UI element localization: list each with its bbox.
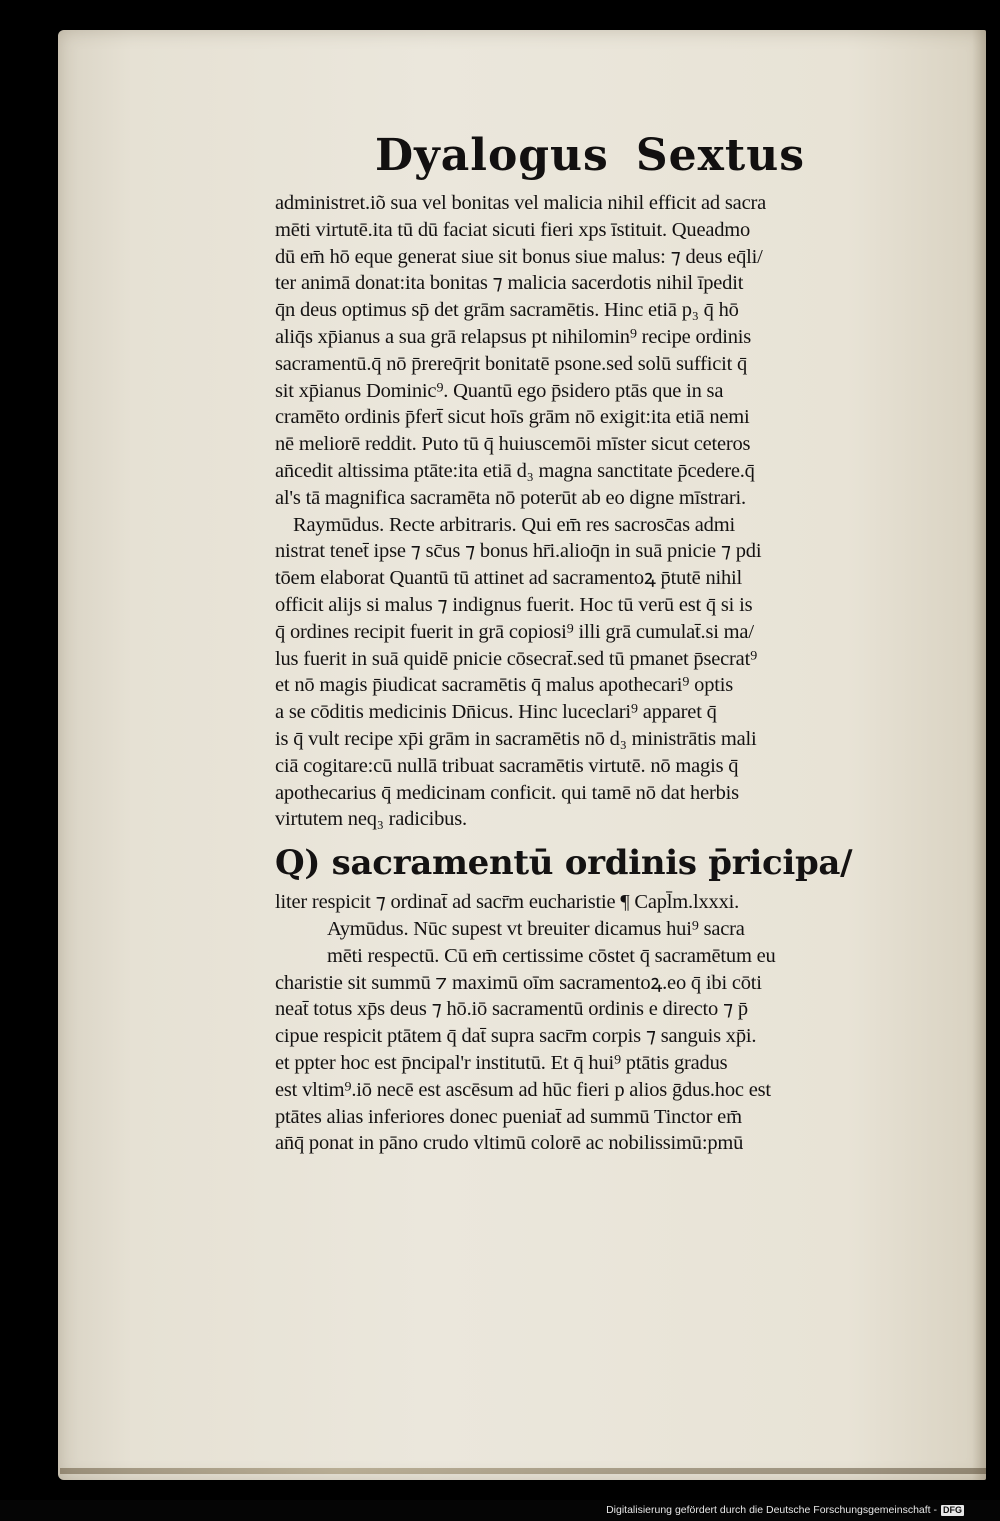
text-line: aliq̄s xp̄ianus a sua grā relapsus pt nihilomin⁹ recipe ordinis <box>275 325 752 348</box>
text-line: q̄ ordines recipit fuerit in grā copiosi⁹ illi grā cumulat̄.si ma/ <box>275 620 754 643</box>
text-line: a se cōditis medicinis Dn̄icus. Hinc luceclari⁹ apparet q̄ <box>275 701 717 724</box>
text-line: Aymūdus. Nūc supest vt breuiter dicamus hui⁹ sacra <box>327 917 745 940</box>
funding-credit-text: Digitalisierung gefördert durch die Deutsche Forschungsgemeinschaft - <box>606 1504 937 1516</box>
page-edge-shadow <box>972 30 986 1480</box>
text-line: est vltim⁹.iō necē est ascēsum ad hūc fieri p alios ḡdus.hoc est <box>275 1078 771 1101</box>
main-text <box>275 190 905 1157</box>
running-header-left: Dyalogus <box>375 130 609 181</box>
text-line: officit alijs si malus ⁊ indignus fuerit. Hoc tū verū est q̄ si is <box>275 593 753 616</box>
text-line: sacramentū.q̄ nō p̄rereq̄rit bonitatē psone.sed solū sufficit q̄ <box>275 352 748 375</box>
text-line: virtutem neq₃ radicibus. <box>275 808 467 831</box>
text-line: cramēto ordinis p̄fert̄ sicut hoīs grām nō exigit:ita etiā nemi <box>275 406 750 429</box>
scan-strip <box>60 1468 986 1474</box>
text-line: mēti respectū. Cū em̄ certissime cōstet q̄ sacramētum eu <box>327 944 776 967</box>
text-line: lus fuerit in suā quidē pnicie cōsecrat̄.sed tū pmanet p̄secrat⁹ <box>275 647 758 670</box>
chapter-subtitle: liter respicit ⁊ ordinat̄ ad sacr̄m eucharistie ¶ Capl̄m.lxxxi. <box>275 891 740 914</box>
text-line: administret.iõ sua vel bonitas vel malicia nihil efficit ad sacra <box>275 192 766 214</box>
text-line: sit xp̄ianus Dominic⁹. Quantū ego p̄sidero ptās que in sa <box>275 379 724 402</box>
dfg-logo-icon: DFG <box>943 1504 962 1515</box>
text-line: an̄q̄ ponat in pāno crudo vltimū colorē ac nobilissimū:pmū <box>275 1132 744 1155</box>
text-line: dū em̄ hō eque generat siue sit bonus siue malus: ⁊ deus eq̄li/ <box>275 245 763 268</box>
running-header-right: Sextus <box>635 130 805 181</box>
text-line: charistie sit summū ⁊ maximū oīm sacramentoꝝ.eo q̄ ibi cōti <box>275 971 762 994</box>
text-line: ptātes alias inferiores donec pueniat̄ ad summū Tinctor em̄ <box>275 1105 742 1128</box>
funding-credit <box>606 1504 964 1516</box>
text-line: tōem elaborat Quantū tū attinet ad sacramentoꝝ p̄tutē nihil <box>275 567 743 590</box>
text-line: nē meliorē reddit. Puto tū q̄ huiuscemōi mīster sicut ceteros <box>275 433 751 456</box>
text-line: al's tā magnifica sacramēta nō poterūt ab eo digne mīstrari. <box>275 486 746 509</box>
text-line: cipue respicit ptātem q̄ dat̄ supra sacr̄m corpis ⁊ sanguis xp̄i. <box>275 1025 757 1048</box>
text-line: apothecarius q̄ medicinam conficit. qui tamē nō dat herbis <box>275 781 739 804</box>
text-line: et nō magis p̄iudicat sacramētis q̄̄ malus apothecari⁹ optis <box>275 674 734 697</box>
text-line: mēti virtutē.ita tū dū faciat sicuti fieri xps īstituit. Queadmo <box>275 218 751 241</box>
text-line: Raymūdus. Recte arbitraris. Qui em̄ res sacrosc̄as admi <box>293 513 735 536</box>
text-line: nistrat tenet̄ ipse ⁊ sc̄us ⁊ bonus hr̄i.alioq̄n in suā pnicie ⁊ pdi <box>275 540 762 563</box>
text-line: neat̄ totus xp̄s deus ⁊ hō.iō sacramentū ordinis e directo ⁊ p̄ <box>275 998 748 1021</box>
text-line: ciā cogitare:cū nullā tribuat sacramētis virtutē. nō magis q̄̄ <box>275 754 739 777</box>
text-line: an̄cedit altissima ptāte:ita etiā d₃ magna sanctitate p̄cedere.q̄ <box>275 459 755 482</box>
chapter-title: Q) sacramentū ordinis p̄ricipa/ <box>275 843 853 884</box>
text-line: is q̄ vult recipe xp̄i grām in sacramētis nō d₃ ministrātis mali <box>275 727 757 750</box>
text-line: et ppter hoc est p̄ncipal'r institutū. Et q̄ hui⁹ ptātis gradus <box>275 1051 728 1074</box>
text-line: q̄n deus optimus sp̄ det grām sacramētis. Hinc etiā p₃ q̄ hō <box>275 299 739 322</box>
text-line: ter animā donat:ita bonitas ⁊ malicia sacerdotis nihil īpedit <box>275 272 744 295</box>
running-header <box>375 130 805 181</box>
